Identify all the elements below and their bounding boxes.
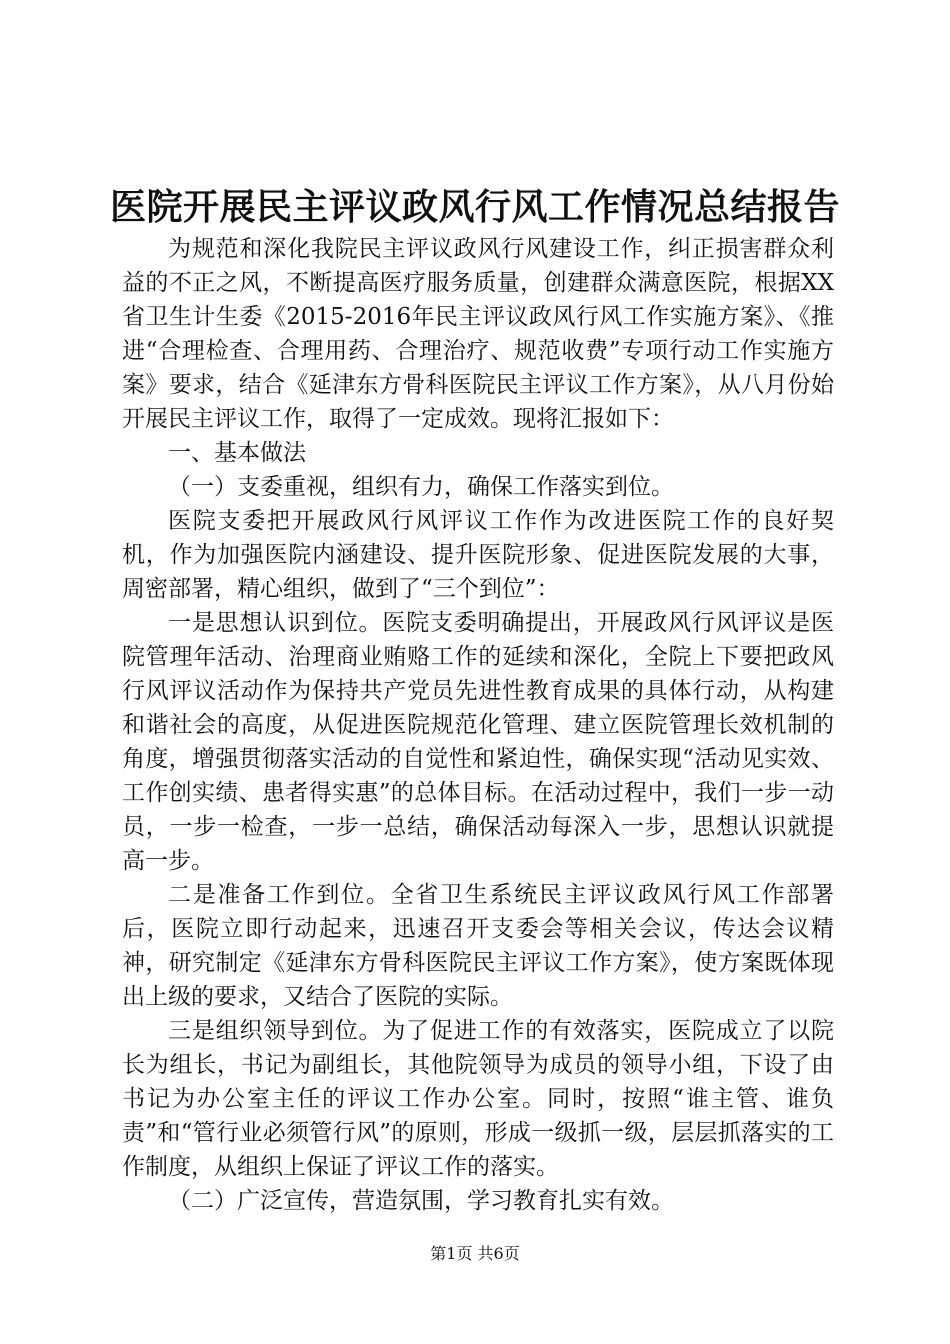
document-body <box>122 232 834 1218</box>
paragraph-thought-awareness: 一是思想认识到位。医院支委明确提出，开展政风行风评议是医院管理年活动、治理商业贿赂工作的延续和深化，全院上下要把政风行风评议活动作为保持共产党员先进性教育成果的具体行动，从构建和谐社会的高度，从促进医院规范化管理、建立医院管理长效机制的角度，增强贯彻落实活动的自觉性和紧迫性，确保实现“活动见实效、工作创实绩、患者得实惠”的总体目标。在活动过程中，我们一步一动员，一步一检查，一步一总结，确保活动每深入一步，思想认识就提高一步。 <box>122 610 834 874</box>
subsection-heading-2: （二）广泛宣传，营造氛围，学习教育扎实有效。 <box>168 1188 674 1214</box>
paragraph-intro: 为规范和深化我院民主评议政风行风建设工作，纠正损害群众利益的不正之风，不断提高医疗服务质量，创建群众满意医院，根据XX省卫生计生委《2015-2016年民主评议政风行风工作实施方案》、《推进“合理检查、合理用药、合理治疗、规范收费”专项行动工作实施方案》要求，结合《延津东方骨科医院民主评议工作方案》，从八月份始开展民主评议工作，取得了一定成效。现将汇报如下： <box>122 236 834 432</box>
paragraph-preparation: 二是准备工作到位。全省卫生系统民主评议政风行风工作部署后，医院立即行动起来，迅速召开支委会等相关会议，传达会议精神，研究制定《延津东方骨科医院民主评议工作方案》，使方案既体现出上级的要求，又结合了医院的实际。 <box>122 882 834 1010</box>
section-heading-basic-approach: 一、基本做法 <box>168 440 306 466</box>
document-title: 医院开展民主评议政风行风工作情况总结报告 <box>109 186 840 228</box>
paragraph-leadership: 三是组织领导到位。为了促进工作的有效落实，医院成立了以院长为组长，书记为副组长，其他院领导为成员的领导小组，下设了由书记为办公室主任的评议工作办公室。同时，按照“谁主管、谁负责”和“管行业必须管行风”的原则，形成一级抓一级，层层抓落实的工作制度，从组织上保证了评议工作的落实。 <box>122 1018 834 1180</box>
paragraph-party-branch: 医院支委把开展政风行风评议工作作为改进医院工作的良好契机，作为加强医院内涵建设、提升医院形象、促进医院发展的大事，周密部署，精心组织，做到了“三个到位”： <box>122 508 834 602</box>
subsection-heading-1: （一）支委重视，组织有力，确保工作落实到位。 <box>168 474 674 500</box>
page-number-footer: 第1页 共6页 <box>430 1244 520 1263</box>
